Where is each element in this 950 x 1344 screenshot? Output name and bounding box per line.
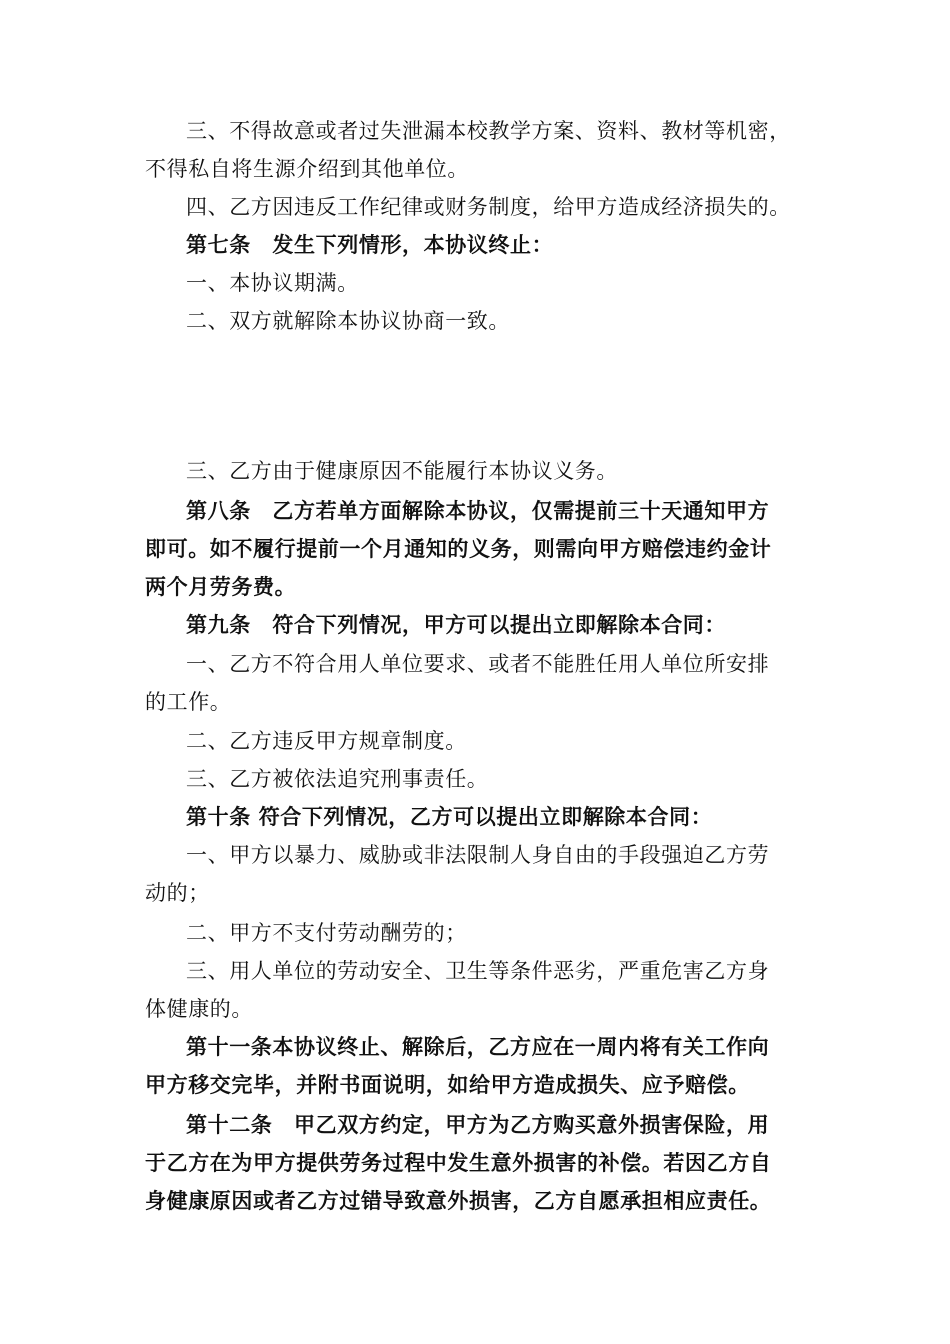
- paragraph-line: 体健康的。: [145, 997, 253, 1021]
- article-heading: 第十一条本协议终止、解除后，乙方应在一周内将有关工作向: [186, 1034, 770, 1059]
- paragraph-line: 的工作。: [145, 690, 232, 714]
- article-heading: 第十条 符合下列情况，乙方可以提出立即解除本合同：: [186, 804, 713, 829]
- paragraph-line: 即可。如不履行提前一个月通知的义务，则需向甲方赔偿违约金计: [145, 536, 772, 561]
- paragraph-line: 二、双方就解除本协议协商一致。: [186, 309, 510, 333]
- paragraph-line: 两个月劳务费。: [145, 574, 297, 599]
- paragraph-line: 三、不得故意或者过失泄漏本校教学方案、资料、教材等机密，: [186, 119, 791, 143]
- paragraph-line: 三、乙方被依法追究刑事责任。: [186, 767, 489, 791]
- paragraph-line: 一、乙方不符合用人单位要求、或者不能胜任用人单位所安排: [186, 652, 770, 676]
- paragraph-line: 一、本协议期满。: [186, 271, 359, 295]
- article-heading: 第十二条 甲乙双方约定，甲方为乙方购买意外损害保险，用: [186, 1112, 770, 1137]
- paragraph-line: 三、乙方由于健康原因不能履行本协议义务。: [186, 459, 618, 483]
- paragraph-line: 四、乙方因违反工作纪律或财务制度，给甲方造成经济损失的。: [186, 195, 791, 219]
- paragraph-line: 三、用人单位的劳动安全、卫生等条件恶劣，严重危害乙方身: [186, 959, 770, 983]
- paragraph-line: 甲方移交完毕，并附书面说明，如给甲方造成损失、应予赔偿。: [145, 1072, 750, 1097]
- paragraph-line: 二、甲方不支付劳动酬劳的；: [186, 921, 467, 945]
- paragraph-line: 不得私自将生源介绍到其他单位。: [145, 157, 469, 181]
- article-heading: 第八条 乙方若单方面解除本协议，仅需提前三十天通知甲方: [186, 498, 770, 523]
- paragraph-line: 于乙方在为甲方提供劳务过程中发生意外损害的补偿。若因乙方自: [145, 1150, 772, 1175]
- paragraph-line: 身健康原因或者乙方过错导致意外损害，乙方自愿承担相应责任。: [145, 1188, 772, 1213]
- article-heading: 第七条 发生下列情形，本协议终止：: [186, 232, 554, 257]
- paragraph-line: 一、甲方以暴力、威胁或非法限制人身自由的手段强迫乙方劳: [186, 843, 770, 867]
- paragraph-line: 二、乙方违反甲方规章制度。: [186, 729, 467, 753]
- paragraph-line: 动的；: [145, 881, 210, 905]
- article-heading: 第九条 符合下列情况，甲方可以提出立即解除本合同：: [186, 612, 726, 637]
